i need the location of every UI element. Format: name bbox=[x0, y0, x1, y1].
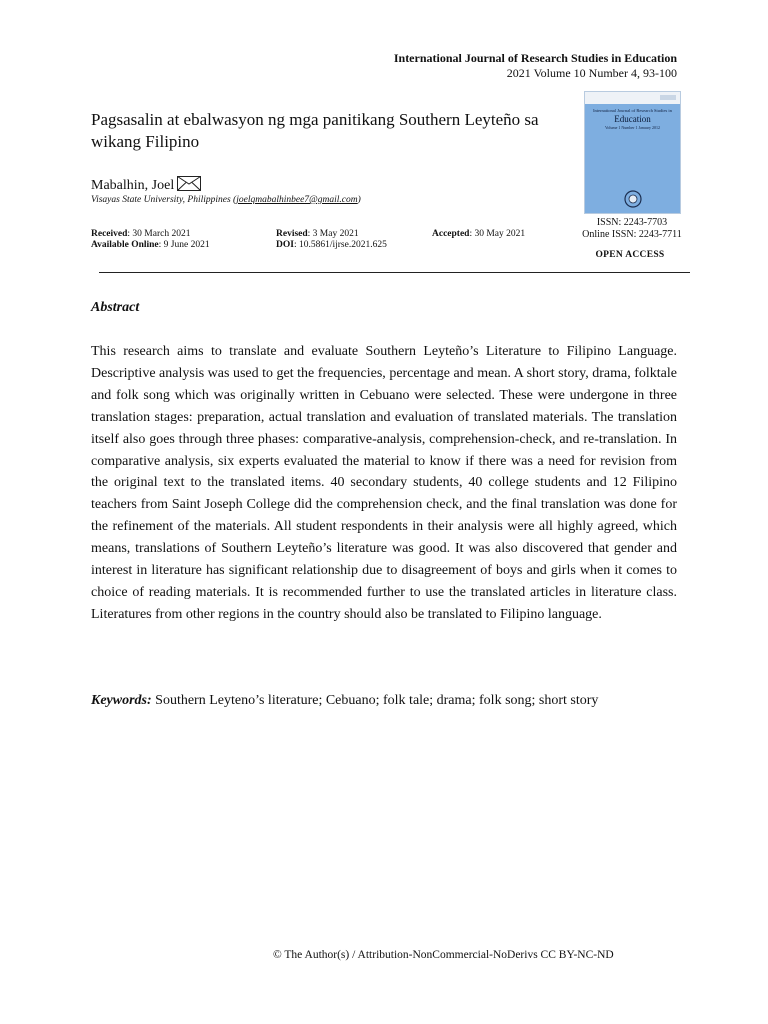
keywords-label: Keywords: bbox=[91, 693, 152, 708]
doi bbox=[276, 240, 387, 250]
issn-block bbox=[572, 217, 692, 241]
received-label: Received bbox=[91, 229, 128, 239]
issn-online: Online ISSN: 2243-7711 bbox=[582, 229, 682, 240]
journal-cover-image bbox=[584, 91, 681, 214]
open-access-badge: OPEN ACCESS bbox=[595, 250, 665, 260]
abstract-body: This research aims to translate and evaluate Southern Leyteño’s Literature to Filipino Language. Descriptive analysis was used to get the frequencies, percentage and mean. A short story, drama, folktale and folk song which was originally written in Cebuano were selected. These were undergone in three translation stages: preparation, actual translation and evaluation of translated materials. The translation itself also goes through three phases: comparative-analysis, comprehension-check, and re-translation. In comparative analysis, six experts evaluated the material to know if there was a need for revision from the original text to the translated items. 40 secondary students, 40 college students and 12 Filipino teachers from Saint Joseph College did the comprehension check, and the final translation was done for the refinement of the materials. All student respondents in their analysis were all highly agreed, which means, translations of Southern Leyteño’s literature was good. It was also discovered that gender and interest in literature has significant relationship due to disagreement of boys and girls when it comes to choice of reading materials. It is recommended further to use the translated articles in literature class. Literatures from other regions in the country should also be translated to Filipino language. bbox=[91, 344, 677, 622]
issn-print: ISSN: 2243-7703 bbox=[596, 217, 668, 228]
keywords-line bbox=[91, 693, 598, 709]
accepted-date bbox=[432, 229, 525, 239]
license-footer: © The Author(s) / Attribution-NonCommercial-NoDerivs CC BY-NC-ND bbox=[273, 949, 614, 961]
abstract-heading: Abstract bbox=[91, 300, 140, 315]
cover-volume-line: Volume 1 Number 1 January 2012 bbox=[605, 125, 660, 130]
affiliation-text: Visayas State University, Philippines bbox=[91, 195, 231, 205]
received-date bbox=[91, 229, 190, 239]
revised-label: Revised bbox=[276, 229, 308, 239]
revised-value: : 3 May 2021 bbox=[307, 229, 359, 239]
paper-title: Pagsasalin at ebalwasyon ng mga panitikang Southern Leyteño sa wikang Filipino bbox=[91, 110, 539, 151]
cover-header-band bbox=[585, 92, 680, 104]
available-online-date bbox=[91, 240, 210, 250]
journal-name: International Journal of Research Studies in Education bbox=[393, 51, 677, 65]
available-label: Available Online bbox=[91, 240, 159, 250]
available-value: : 9 June 2021 bbox=[158, 240, 210, 250]
affiliation-close-paren: ) bbox=[357, 195, 361, 205]
doi-label: DOI bbox=[276, 240, 294, 250]
header-divider bbox=[99, 272, 690, 273]
cover-journal-name: International Journal of Research Studies in bbox=[593, 108, 672, 113]
keywords-text: Southern Leyteno’s literature; Cebuano; folk tale; drama; folk song; short story bbox=[151, 693, 599, 708]
revised-date bbox=[276, 229, 359, 239]
journal-issue-line: 2021 Volume 10 Number 4, 93-100 bbox=[506, 66, 677, 80]
envelope-icon[interactable] bbox=[177, 176, 201, 196]
author-name: Mabalhin, Joel bbox=[91, 178, 175, 193]
cover-subject: Education bbox=[614, 114, 651, 124]
cover-tag bbox=[660, 95, 676, 100]
accepted-value: : 30 May 2021 bbox=[469, 229, 526, 239]
author-email-link[interactable]: joelqmabalhinbee7@gmail.com bbox=[236, 195, 358, 205]
doi-value[interactable]: : 10.5861/ijrse.2021.625 bbox=[293, 240, 387, 250]
author-affiliation bbox=[91, 195, 361, 205]
affiliation-open-paren: ( bbox=[233, 195, 237, 205]
cover-logo-icon bbox=[623, 189, 643, 214]
author-line bbox=[91, 176, 201, 196]
received-value: : 30 March 2021 bbox=[127, 229, 191, 239]
accepted-label: Accepted bbox=[432, 229, 470, 239]
